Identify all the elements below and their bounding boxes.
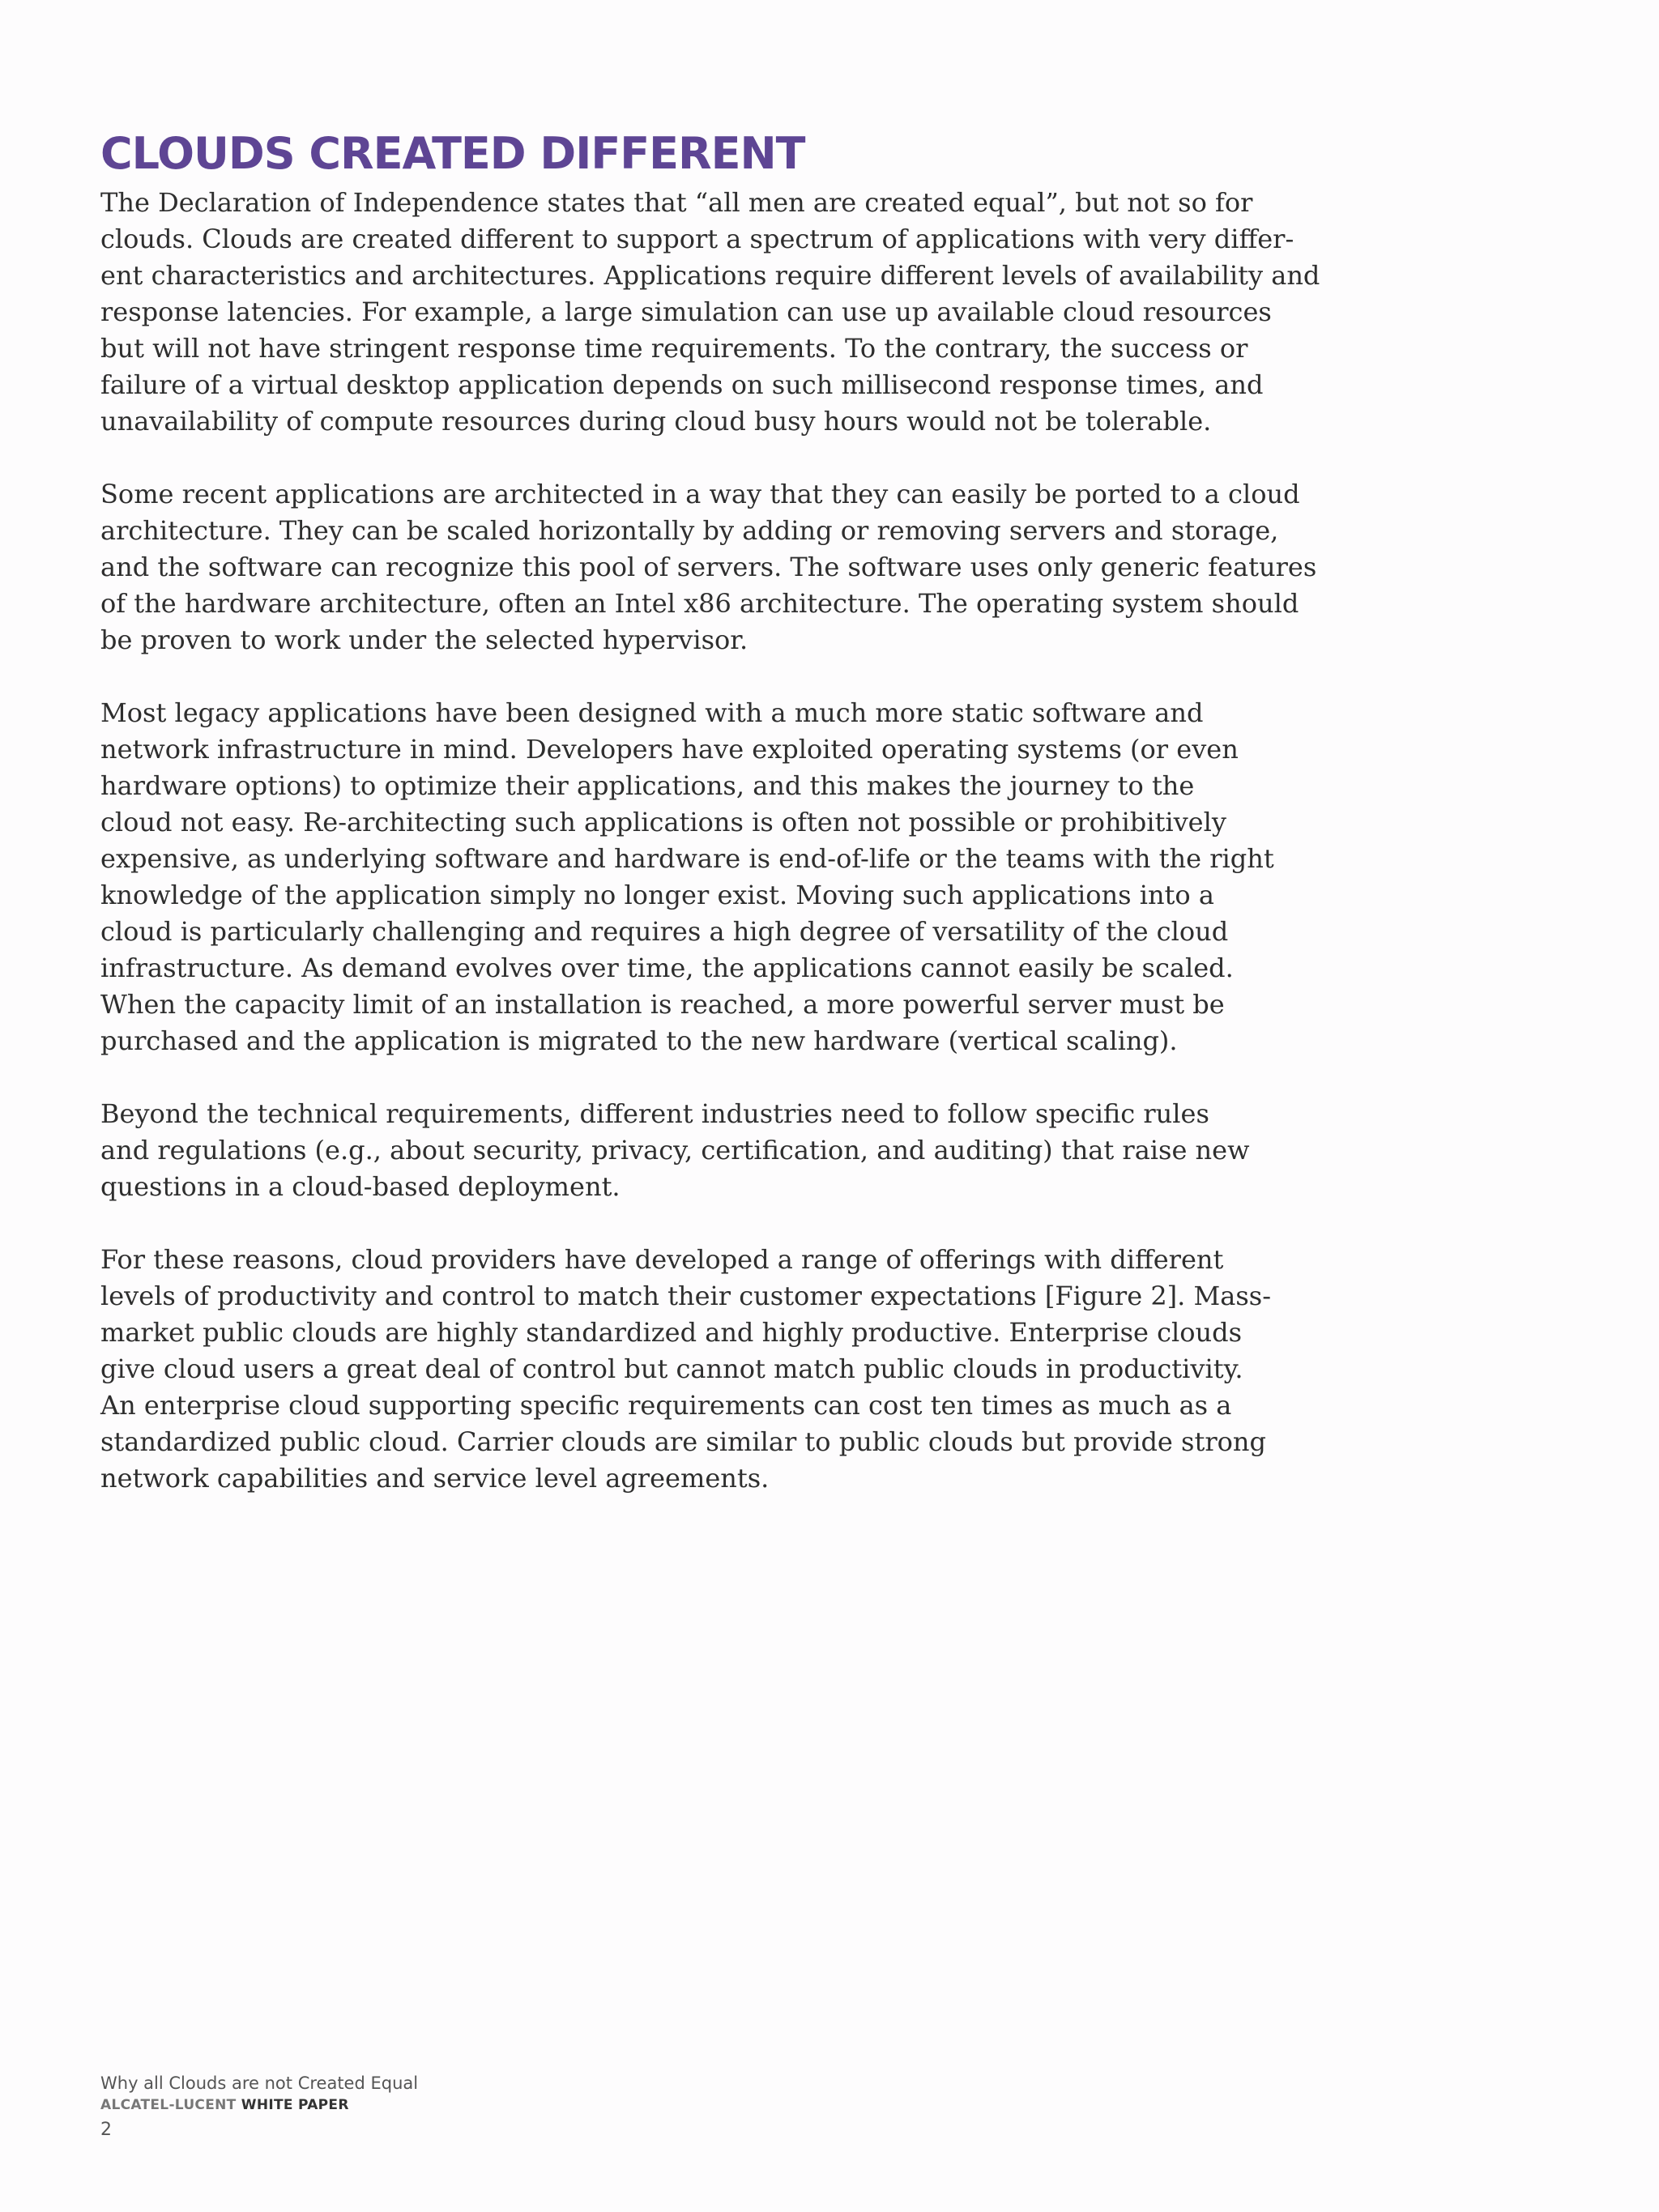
paragraph-line: clouds. Clouds are created different to support a spectrum of applications with very differ-	[100, 224, 1294, 254]
paragraph-line: When the capacity limit of an installation is reached, a more powerful server must be	[100, 989, 1225, 1020]
paragraph-line: network infrastructure in mind. Developers have exploited operating systems (or even	[100, 734, 1239, 765]
paragraph-line: network capabilities and service level agreements.	[100, 1463, 770, 1494]
paragraph-line: hardware options) to optimize their applications, and this makes the journey to the	[100, 770, 1195, 801]
paragraph-line: purchased and the application is migrated to the new hardware (vertical scaling).	[100, 1025, 1178, 1056]
paragraph-line: cloud is particularly challenging and requires a high degree of versatility of the cloud	[100, 916, 1229, 947]
paragraph-line: give cloud users a great deal of control but cannot match public clouds in productivity.	[100, 1353, 1243, 1384]
paragraph-line: ent characteristics and architectures. Applications require different levels of availability and	[100, 260, 1320, 291]
paragraph-line: An enterprise cloud supporting specific requirements can cost ten times as much as a	[100, 1390, 1232, 1421]
paragraph-5	[100, 1242, 1271, 1497]
paragraph-4	[100, 1096, 1250, 1205]
paragraph-line: and the software can recognize this pool of servers. The software uses only generic features	[100, 552, 1317, 582]
paragraph-line: response latencies. For example, a large simulation can use up available cloud resources	[100, 296, 1272, 327]
paragraph-2	[100, 476, 1317, 658]
footer-doc-title: Why all Clouds are not Created Equal	[100, 2073, 419, 2093]
paragraph-line: but will not have stringent response time requirements. To the contrary, the success or	[100, 333, 1248, 364]
main-content	[100, 128, 1320, 1533]
page-footer	[100, 2072, 418, 2143]
footer-brand-line	[100, 2095, 418, 2116]
paragraph-line: standardized public cloud. Carrier clouds are similar to public clouds but provide strong	[100, 1426, 1266, 1457]
paragraph-line: unavailability of compute resources during cloud busy hours would not be tolerable.	[100, 406, 1212, 437]
page-number: 2	[100, 2120, 112, 2140]
paragraph-line: Most legacy applications have been designed with a much more static software and	[100, 697, 1204, 728]
paragraph-line: architecture. They can be scaled horizontally by adding or removing servers and storage,	[100, 515, 1279, 546]
paragraph-line: knowledge of the application simply no longer exist. Moving such applications into a	[100, 880, 1214, 910]
paragraph-line: Beyond the technical requirements, different industries need to follow specific rules	[100, 1098, 1209, 1129]
paragraph-line: expensive, as underlying software and hardware is end-of-life or the teams with the right	[100, 843, 1274, 874]
paragraph-line: market public clouds are highly standardized and highly productive. Enterprise clouds	[100, 1317, 1243, 1348]
paragraph-line: infrastructure. As demand evolves over time, the applications cannot easily be scaled.	[100, 953, 1234, 983]
paragraph-3	[100, 695, 1274, 1059]
page-title: CLOUDS CREATED DIFFERENT	[100, 128, 805, 179]
paragraph-line: For these reasons, cloud providers have developed a range of offerings with different	[100, 1244, 1224, 1275]
paragraph-1	[100, 185, 1320, 440]
paragraph-line: failure of a virtual desktop application depends on such millisecond response times, and	[100, 369, 1264, 400]
paragraph-line: be proven to work under the selected hypervisor.	[100, 624, 748, 655]
footer-doc-type: WHITE PAPER	[241, 2097, 349, 2113]
footer-brand-name: ALCATEL-LUCENT	[100, 2097, 237, 2113]
paragraph-line: The Declaration of Independence states that “all men are created equal”, but not so for	[100, 187, 1253, 218]
paragraph-line: levels of productivity and control to match their customer expectations [Figure 2]. Mass-	[100, 1281, 1271, 1311]
paragraph-line: cloud not easy. Re-architecting such applications is often not possible or prohibitively	[100, 807, 1226, 837]
paragraph-line: questions in a cloud-based deployment.	[100, 1171, 621, 1202]
paragraph-line: and regulations (e.g., about security, privacy, certification, and auditing) that raise new	[100, 1135, 1250, 1166]
paragraph-line: of the hardware architecture, often an Intel x86 architecture. The operating system should	[100, 588, 1299, 619]
paragraph-line: Some recent applications are architected in a way that they can easily be ported to a cloud	[100, 479, 1300, 509]
